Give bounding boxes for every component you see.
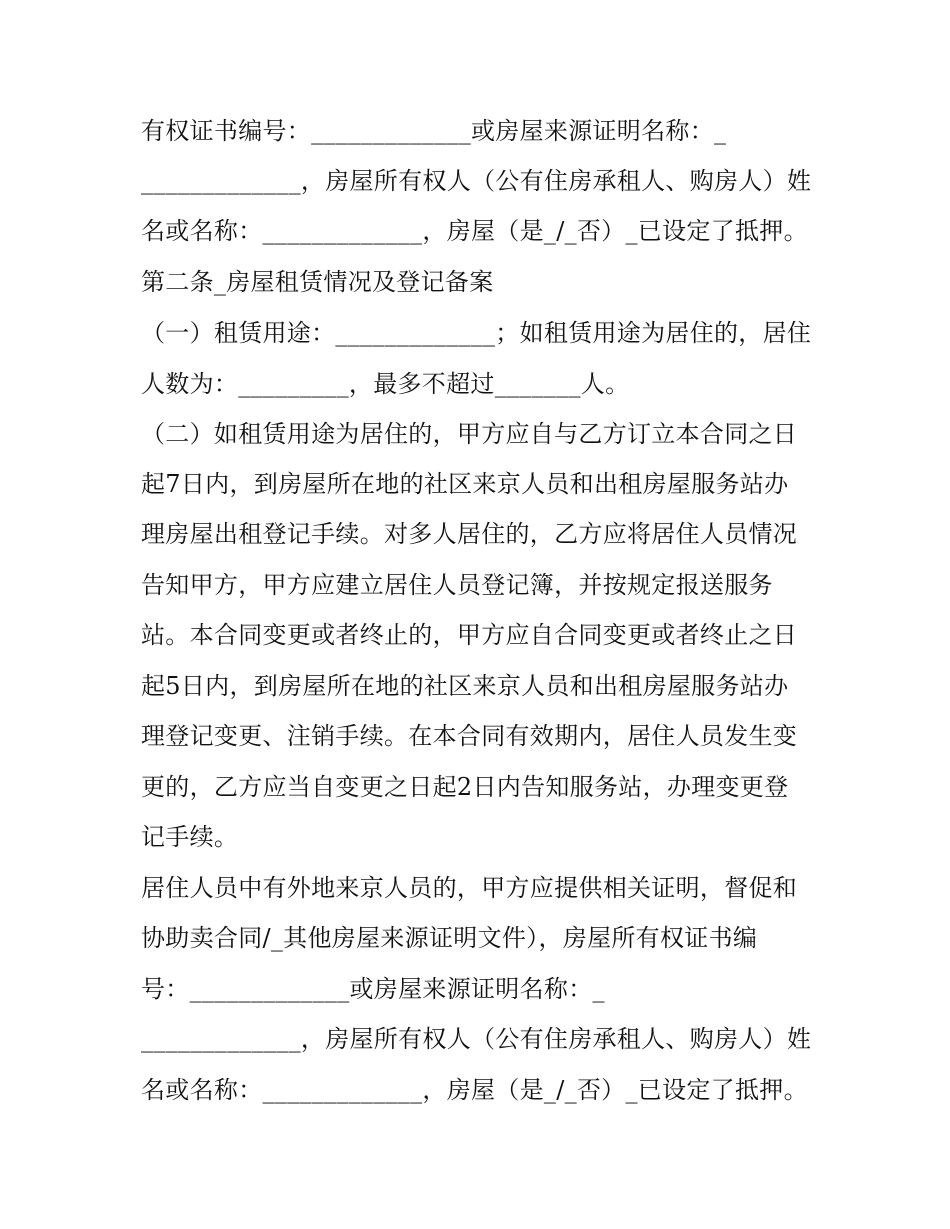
text-line: （一）租赁用途：_____________；如租赁用途为居住的，居住: [141, 319, 812, 347]
text-line: 居住人员中有外地来京人员的，甲方应提供相关证明，督促和: [141, 874, 798, 902]
text-line: 协助卖合同/_其他房屋来源证明文件），房屋所有权证书编: [141, 924, 758, 952]
text-line: 人数为：_________，最多不超过_______人。: [141, 370, 630, 398]
text-line: 理房屋出租登记手续。对多人居住的，乙方应将居住人员情况: [141, 520, 798, 548]
text-line: _____________，房屋所有权人（公有住房承租人、购房人）姓: [141, 167, 812, 195]
text-line: （二）如租赁用途为居住的，甲方应自与乙方订立本合同之日: [141, 420, 798, 448]
text-line: 起5日内，到房屋所在地的社区来京人员和出租房屋服务站办: [141, 672, 789, 700]
text-line: 号：_____________或房屋来源证明名称：_: [141, 975, 605, 1003]
text-line: _____________，房屋所有权人（公有住房承租人、购房人）姓: [141, 1025, 812, 1053]
text-line: 起7日内，到房屋所在地的社区来京人员和出租房屋服务站办: [141, 470, 789, 498]
text-line: 记手续。: [141, 823, 239, 851]
article-heading: 第二条_房屋租赁情况及登记备案: [141, 268, 494, 296]
text-line: 更的，乙方应当自变更之日起2日内告知服务站，办理变更登: [141, 773, 789, 801]
text-line: 名或名称：_____________，房屋（是_/_否）_已设定了抵押。: [141, 217, 808, 245]
text-line: 有权证书编号：_____________或房屋来源证明名称：_: [141, 117, 727, 145]
text-line: 名或名称：_____________，房屋（是_/_否）_已设定了抵押。: [141, 1076, 808, 1104]
text-line: 理登记变更、注销手续。在本合同有效期内，居住人员发生变: [141, 722, 798, 750]
text-line: 告知甲方，甲方应建立居住人员登记簿，并按规定报送服务: [141, 571, 773, 599]
text-line: 站。本合同变更或者终止的，甲方应自合同变更或者终止之日: [141, 621, 798, 649]
